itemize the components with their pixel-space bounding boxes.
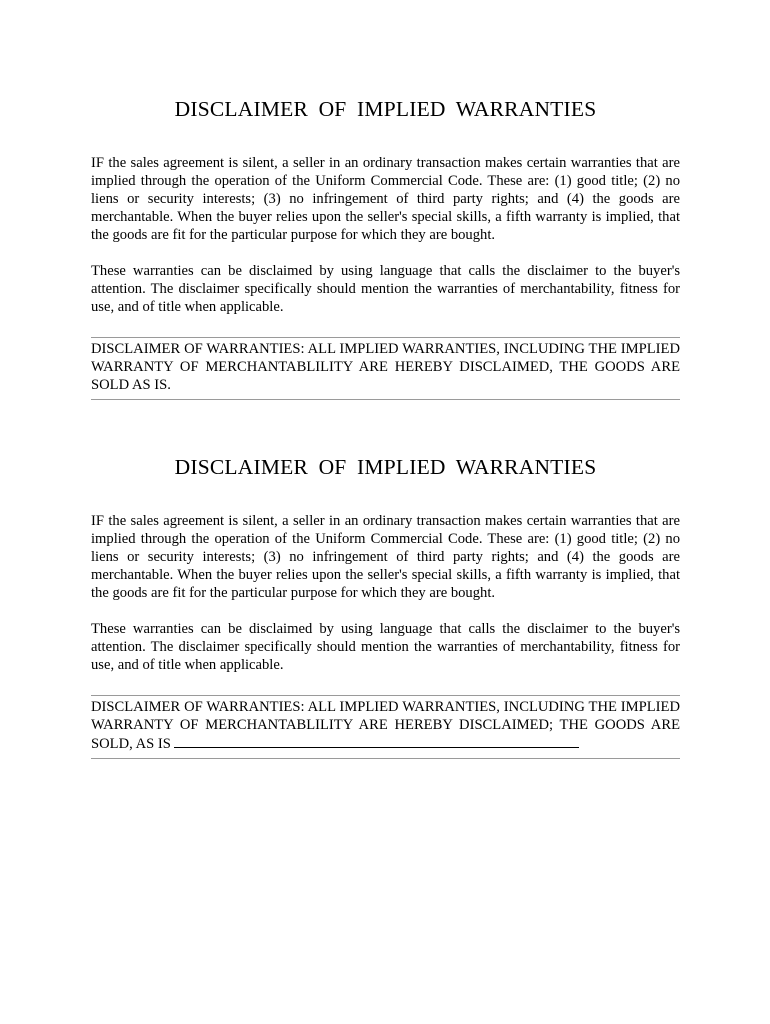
disclaimer-notice-with-blank xyxy=(91,698,680,753)
disclaimer-section-2 xyxy=(91,453,680,759)
notice-top-rule xyxy=(91,695,680,696)
notice-bottom-rule xyxy=(91,758,680,759)
section-title: DISCLAIMER OF IMPLIED WARRANTIES xyxy=(174,455,597,479)
notice-top-rule xyxy=(91,337,680,338)
intro-paragraph: IF the sales agreement is silent, a seller in an ordinary transaction makes certain warranties that are implied through the operation of the Uniform Commercial Code. These are: (1) good title; (2) no liens or security interests; (3) no infringement of third party rights; and (4) the goods are merchantable. When the buyer relies upon the seller's special skills, a fifth warranty is implied, that the goods are fit for the particular purpose for which they are bought. xyxy=(91,513,680,601)
notice-bottom-rule xyxy=(91,399,680,400)
section-title: DISCLAIMER OF IMPLIED WARRANTIES xyxy=(174,97,597,121)
disclaimer-notice: DISCLAIMER OF WARRANTIES: ALL IMPLIED WARRANTIES, INCLUDING THE IMPLIED WARRANTY OF MERCHANTABLILITY ARE HEREBY DISCLAIMED, THE GOODS ARE SOLD AS IS. xyxy=(91,341,680,393)
intro-paragraph: IF the sales agreement is silent, a seller in an ordinary transaction makes certain warranties that are implied through the operation of the Uniform Commercial Code. These are: (1) good title; (2) no liens or security interests; (3) no infringement of third party rights; and (4) the goods are merchantable. When the buyer relies upon the seller's special skills, a fifth warranty is implied, that the goods are fit for the particular purpose for which they are bought. xyxy=(91,155,680,243)
disclaimer-guidance-paragraph: These warranties can be disclaimed by using language that calls the disclaimer to the buyer's attention. The disclaimer specifically should mention the warranties of merchantability, fitness for use, and of title when applicable. xyxy=(91,621,680,673)
disclaimer-guidance-paragraph: These warranties can be disclaimed by using language that calls the disclaimer to the buyer's attention. The disclaimer specifically should mention the warranties of merchantability, fitness for use, and of title when applicable. xyxy=(91,263,680,315)
disclaimer-section-1 xyxy=(91,95,680,400)
fill-in-blank-line[interactable] xyxy=(174,734,579,748)
disclaimer-notice: DISCLAIMER OF WARRANTIES: ALL IMPLIED WARRANTIES, INCLUDING THE IMPLIED WARRANTY OF MERCHANTABLILITY ARE HEREBY DISCLAIMED; THE GOODS ARE SOLD, AS IS xyxy=(91,699,680,752)
